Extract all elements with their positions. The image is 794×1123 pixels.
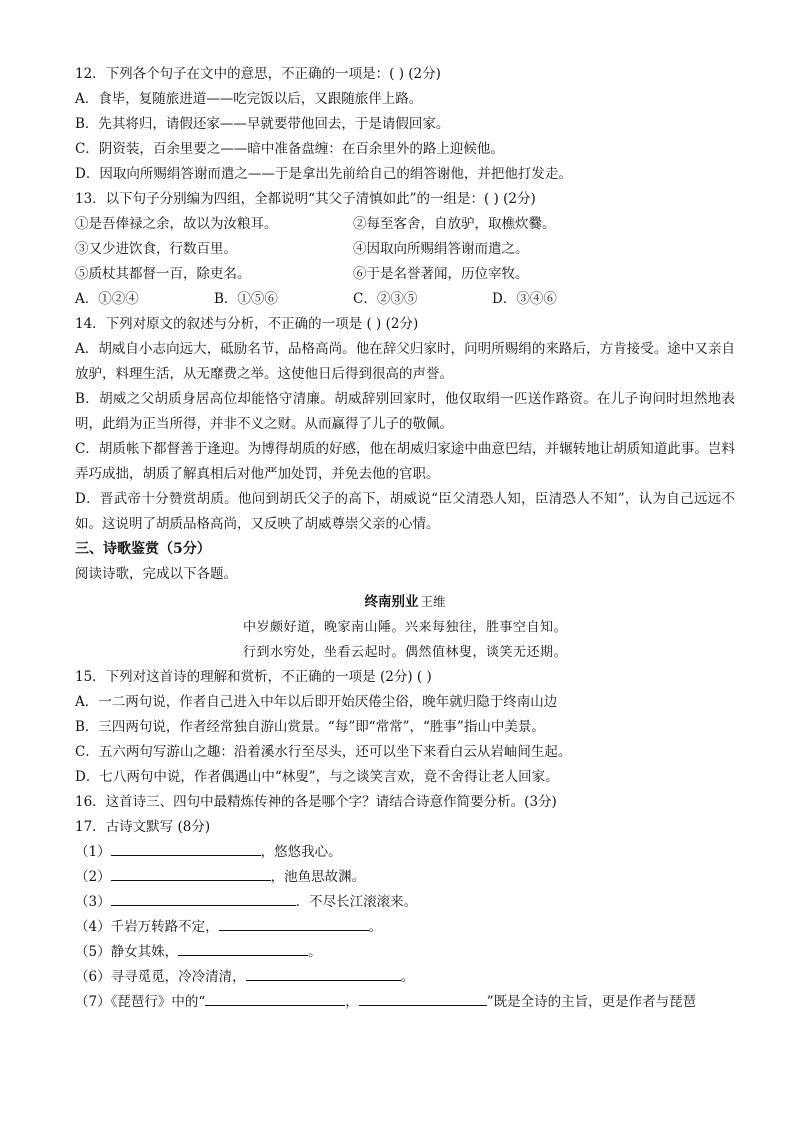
q13-choices-row: [75, 287, 735, 312]
q17-item-text: 。: [368, 919, 383, 935]
q17-item-text: ．不尽长江滚滚来。: [295, 894, 418, 910]
section-title: 三、诗歌鉴赏（5分）: [75, 541, 211, 557]
answer-blank[interactable]: [359, 991, 487, 1006]
poem-title: 终南别业: [364, 594, 419, 610]
q17-item-number: （3）: [75, 894, 111, 910]
q13-choice-c: C．②③⑤: [353, 291, 418, 307]
q15-option-d: D．七八两句中说，作者偶遇山中“林叟”，与之谈笑言欢，竟不舍得让老人回家。: [75, 769, 559, 785]
answer-blank[interactable]: [246, 966, 401, 981]
answer-blank[interactable]: [205, 991, 345, 1006]
q13-item-4: ④因取向所赐绢答谢而遣之。: [353, 241, 529, 257]
q15-stem: 15．下列对这首诗的理解和赏析，不正确的一项是 (2分) ( ): [75, 669, 432, 685]
q17-item-number: （2）: [75, 869, 111, 885]
q17-item-text: 。: [400, 969, 415, 985]
q12-option-a: A．食毕，复随旅进道——吃完饭以后，又跟随旅伴上路。: [75, 91, 423, 107]
q17-item-3: [75, 890, 735, 915]
q13-item-3: ③又少进饮食，行数百里。: [75, 241, 237, 257]
q13-choice-a: A．①②④: [75, 291, 139, 307]
q15-option-c: C．五六两句写游山之趣：沿着溪水行至尽头，还可以坐下来看白云从岩岫间生起。: [75, 744, 572, 760]
q17-item-text: 千岩万转路不定，: [110, 919, 219, 935]
q17-item-number: （1）: [75, 844, 111, 860]
q12-option-b: B．先其将归，请假还家——早就要带他回去，于是请假回家。: [75, 116, 450, 132]
q17-item-text: ，: [345, 994, 359, 1010]
q14-option-b: B．胡威之父胡质身居高位却能恪守清廉。胡威辞别回家时，他仅取绢一匹送作路资。在儿子询问时坦然地表明，此绢为正当所得，并非不义之财。从而赢得了儿子的敬佩。: [75, 391, 735, 432]
poem-line-2: 行到水穷处，坐看云起时。偶然值林叟，谈笑无还期。: [242, 645, 567, 660]
q17-item-number: （7）: [75, 994, 111, 1010]
q14-option-d: D．晋武帝十分赞赏胡质。他问到胡氏父子的高下，胡威说“臣父清恐人知，臣清恐人不知”，认为自己远远不如。这说明了胡质品格高尚，又反映了胡威尊崇父亲的心情。: [75, 491, 735, 532]
page-content: [75, 62, 735, 1015]
q12-option-c: C．阴资装，百余里要之——暗中准备盘缠：在百余里外的路上迎候他。: [75, 141, 504, 157]
q13-item-5: ⑤质杖其都督一百，除吏名。: [75, 266, 251, 282]
q17-item-text: ，悠悠我心。: [260, 844, 342, 860]
q13-items-row: [75, 237, 735, 262]
q15-option-a: A．一二两句说，作者自己进入中年以后即开始厌倦尘俗，晚年就归隐于终南山边: [75, 694, 558, 710]
answer-blank[interactable]: [111, 866, 271, 881]
q16-stem: 16．这首诗三、四句中最精炼传神的各是哪个字？请结合诗意作简要分析。(3分): [75, 794, 557, 810]
section-intro: 阅读诗歌，完成以下各题。: [75, 566, 237, 582]
q17-item-text: 寻寻觅觅，冷冷清清，: [110, 969, 246, 985]
q17-item-text: ”既是全诗的主旨，更是作者与琵琶: [486, 994, 697, 1010]
q13-items-row: [75, 262, 735, 287]
q13-item-1: ①是吾俸禄之余，故以为汝粮耳。: [75, 216, 278, 232]
q17-stem: 17．古诗文默写 (8分): [75, 819, 211, 835]
q17-item-7: [75, 990, 735, 1015]
q13-item-2: ②每至客舍，自放驴，取樵炊爨。: [353, 216, 556, 232]
q17-item-5: [75, 940, 735, 965]
q15-option-b: B．三四两句说，作者经常独自游山赏景。“每”即“常常”，“胜事”指山中美景。: [75, 719, 545, 735]
answer-blank[interactable]: [178, 941, 308, 956]
poem-heading: [75, 589, 735, 615]
q17-item-number: （6）: [75, 969, 111, 985]
q13-stem: 13．以下句子分别编为四组，全都说明“其父子清慎如此”的一组是：( ) (2分): [75, 191, 536, 207]
q17-item-1: [75, 840, 735, 865]
q13-items-row: [75, 212, 735, 237]
q17-item-4: [75, 915, 735, 940]
q17-item-text: 《琵琶行》中的“: [110, 994, 206, 1010]
q17-item-text: ，池鱼思故渊。: [270, 869, 366, 885]
q12-option-d: D．因取向所赐绢答谢而遣之——于是拿出先前给自己的绢答谢他，并把他打发走。: [75, 166, 572, 182]
answer-blank[interactable]: [111, 891, 296, 906]
q17-item-number: （5）: [75, 944, 111, 960]
poem-author: 王维: [420, 594, 446, 609]
q17-item-2: [75, 865, 735, 890]
q13-choice-b: B．①⑤⑥: [214, 291, 278, 307]
q14-option-a: A．胡威自小志向远大，砥励名节，品格高尚。他在辞父归家时，问明所赐绢的来路后，方肯接受。途中又亲自放驴，料理生活，从无靡费之举。这使他日后得到很高的声誉。: [75, 341, 735, 382]
answer-blank[interactable]: [219, 916, 369, 931]
q14-stem: 14．下列对原文的叙述与分析，不正确的一项是 ( ) (2分): [75, 316, 419, 332]
poem-line-1: 中岁颇好道，晚家南山陲。兴来每独往，胜事空自知。: [242, 620, 567, 635]
answer-blank[interactable]: [111, 841, 261, 856]
q13-item-6: ⑥于是名誉著闻，历位宰牧。: [353, 266, 529, 282]
q12-stem: 12．下列各个句子在文中的意思，不正确的一项是：( ) (2分): [75, 66, 441, 82]
q17-item-6: [75, 965, 735, 990]
q14-option-c: C．胡质帐下都督善于逢迎。为博得胡质的好感，他在胡威归家途中曲意巴结，并辗转地让胡质知道此事。岂料弄巧成拙，胡质了解真相后对他严加处罚，并免去他的官职。: [75, 441, 735, 482]
q17-item-number: （4）: [75, 919, 111, 935]
q17-item-text: 。: [308, 944, 322, 960]
q17-item-text: 静女其姝，: [110, 944, 179, 960]
q13-choice-d: D．③④⑥: [492, 291, 557, 307]
